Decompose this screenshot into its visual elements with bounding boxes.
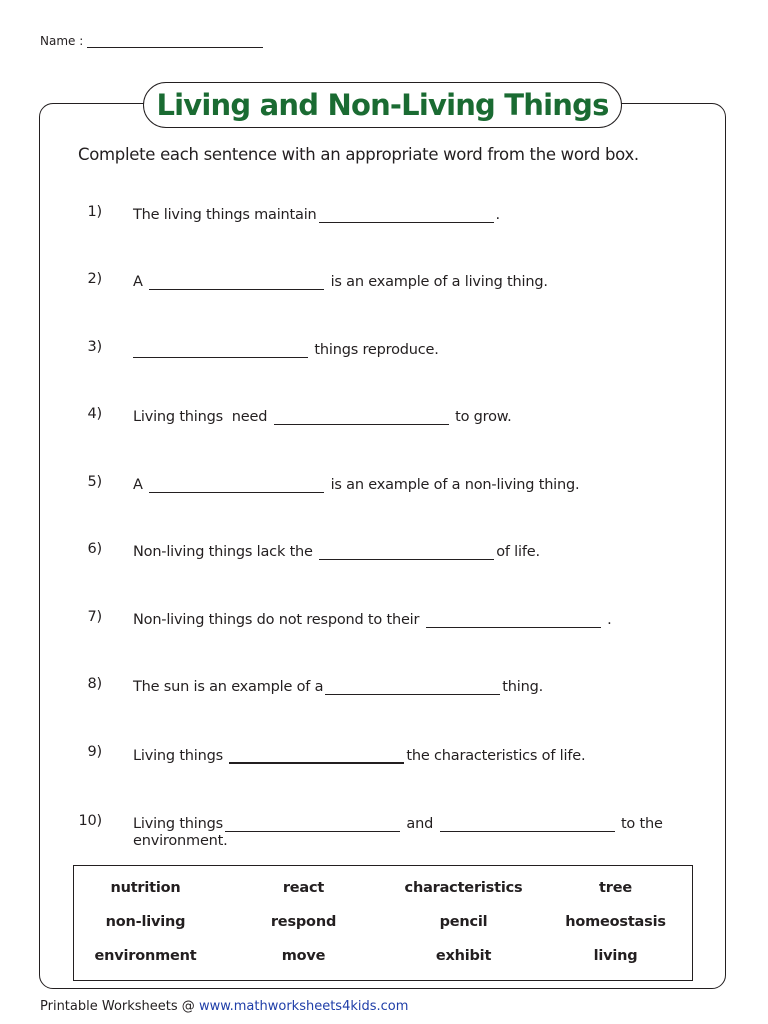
word-box-item: tree	[599, 880, 632, 896]
footer-link[interactable]: www.mathworksheets4kids.com	[198, 999, 409, 1014]
word-box-item: characteristics	[404, 880, 523, 896]
name-input-line[interactable]	[87, 34, 263, 48]
question-text-after: .	[495, 207, 500, 223]
answer-blank[interactable]	[426, 609, 601, 628]
question-number: 4)	[87, 406, 102, 422]
question-text-before: Non-living things lack the	[133, 544, 313, 560]
word-box-item: pencil	[439, 914, 488, 930]
answer-blank[interactable]	[225, 813, 400, 832]
question-text-before: A	[133, 274, 143, 290]
question-text-continuation: environment.	[133, 833, 228, 849]
question-number: 1)	[87, 204, 102, 220]
question-text-before: Living things	[133, 816, 223, 832]
question-text-after: the characteristics of life.	[406, 748, 586, 764]
answer-blank[interactable]	[325, 676, 500, 695]
question-number: 5)	[87, 474, 102, 490]
question-number: 9)	[87, 744, 102, 760]
question-text-before: A	[133, 477, 143, 493]
question-text-before: The living things maintain	[133, 207, 317, 223]
question-text-after: things reproduce.	[314, 342, 439, 358]
answer-blank[interactable]	[149, 271, 324, 290]
question-text-before: Living things	[133, 748, 223, 764]
instructions: Complete each sentence with an appropriate word from the word box.	[78, 145, 639, 164]
word-box-item: non-living	[105, 914, 186, 930]
question-number: 6)	[87, 541, 102, 557]
question-text-middle: and	[406, 816, 434, 832]
answer-blank[interactable]	[319, 204, 494, 223]
footer	[40, 999, 408, 1014]
answer-blank[interactable]	[149, 474, 324, 493]
name-label: Name :	[40, 34, 84, 48]
word-box-item: respond	[270, 914, 337, 930]
question-text-after: to grow.	[455, 409, 512, 425]
question-text-after: to the	[620, 816, 663, 832]
word-box-item: homeostasis	[565, 914, 666, 930]
footer-prefix: Printable Worksheets @	[40, 999, 199, 1014]
question-text-after: .	[607, 612, 612, 628]
question-text-before: Living things need	[133, 409, 268, 425]
worksheet-title: Living and Non-Living Things	[156, 88, 609, 122]
word-box-item: react	[282, 880, 325, 896]
question-number: 2)	[87, 271, 102, 287]
word-box-item: environment	[94, 948, 197, 964]
answer-blank[interactable]	[319, 541, 494, 560]
answer-blank[interactable]	[133, 339, 308, 358]
answer-blank[interactable]	[274, 406, 449, 425]
answer-blank[interactable]	[440, 813, 615, 832]
question-text-before: The sun is an example of a	[133, 679, 324, 695]
title-banner	[143, 82, 622, 128]
question-text-before: Non-living things do not respond to their	[133, 612, 420, 628]
answer-blank[interactable]	[229, 744, 404, 764]
question-text-after: of life.	[496, 544, 540, 560]
question-number: 8)	[87, 676, 102, 692]
question-number: 3)	[87, 339, 102, 355]
word-box-item: move	[281, 948, 326, 964]
question-number: 10)	[78, 813, 102, 829]
word-box	[73, 865, 693, 981]
question-text-after: is an example of a non-living thing.	[330, 477, 580, 493]
question-number: 7)	[87, 609, 102, 625]
question-text-after: is an example of a living thing.	[330, 274, 548, 290]
word-box-item: living	[593, 948, 638, 964]
name-field-row	[40, 34, 263, 48]
word-box-item: exhibit	[435, 948, 492, 964]
question-text-after: thing.	[502, 679, 544, 695]
word-box-item: nutrition	[110, 880, 181, 896]
